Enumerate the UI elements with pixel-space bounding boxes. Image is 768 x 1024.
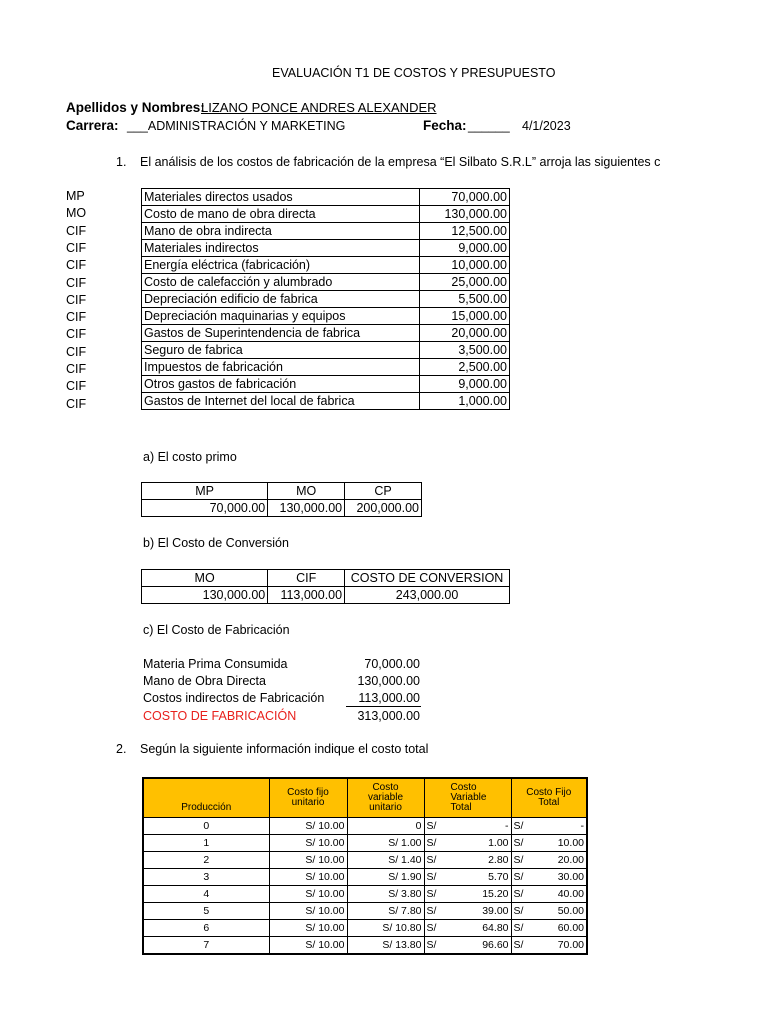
costo-variable-total-cell	[424, 886, 511, 903]
costo-variable-unitario-cell: S/ 1.40	[347, 852, 424, 869]
cf-total-label: COSTO DE FABRICACIÓN	[143, 709, 297, 723]
cf-sum-divider	[346, 706, 421, 707]
cost-code: CIF	[66, 292, 87, 307]
costo-variable-unitario-cell: S/ 10.80	[347, 920, 424, 937]
q2-text: Según la siguiente información indique el costo total	[140, 742, 429, 756]
costo-fabricacion-label: c) El Costo de Fabricación	[143, 623, 290, 637]
cost-code: CIF	[66, 362, 87, 376]
cost-code: CIF	[66, 327, 87, 342]
currency-symbol: S/	[426, 922, 437, 934]
cost-concept: Seguro de fabrica	[142, 342, 420, 359]
currency-symbol: S/	[513, 854, 524, 866]
cost-items-table	[141, 188, 510, 410]
table-row	[143, 937, 587, 955]
header-costo-fijo-unitario: Costo fijo unitario	[269, 778, 347, 818]
costo-conversion-table	[141, 569, 510, 604]
cost-code: CIF	[66, 275, 87, 290]
costo-variable-total-cell	[424, 835, 511, 852]
costo-fijo-unitario-cell: S/ 10.00	[269, 852, 347, 869]
currency-symbol: S/	[513, 871, 524, 883]
produccion-cell: 0	[143, 818, 269, 835]
table-row	[143, 886, 587, 903]
costo-variable-total-cell	[424, 869, 511, 886]
costo-fijo-total-cell	[511, 920, 587, 937]
cost-code: CIF	[66, 379, 87, 394]
table-row	[142, 274, 510, 291]
costo-fijo-unitario-cell: S/ 10.00	[269, 903, 347, 920]
cost-concept: Materiales directos usados	[142, 189, 420, 206]
amount-value: -	[505, 820, 509, 832]
costo-fijo-total-cell	[511, 903, 587, 920]
cf-total-value: 313,000.00	[357, 709, 420, 723]
cc-value-cif: 113,000.00	[268, 587, 345, 604]
table-row	[143, 852, 587, 869]
q2-number: 2.	[116, 742, 127, 756]
cf-line-value: 70,000.00	[364, 657, 420, 671]
costo-fijo-total-cell	[511, 937, 587, 955]
cost-concept: Energía eléctrica (fabricación)	[142, 257, 420, 274]
q1-number: 1.	[116, 155, 127, 169]
cost-amount: 10,000.00	[420, 257, 510, 274]
amount-value: 5.70	[488, 871, 509, 883]
carrera-label: Carrera:	[66, 118, 119, 133]
header-costo-variable-unitario: Costo variable unitario	[347, 778, 424, 818]
currency-symbol: S/	[513, 922, 524, 934]
costo-variable-total-cell	[424, 920, 511, 937]
cost-amount: 15,000.00	[420, 308, 510, 325]
cf-line-value: 130,000.00	[357, 674, 420, 688]
cp-value-mo: 130,000.00	[268, 500, 345, 517]
produccion-cell: 3	[143, 869, 269, 886]
table-row	[143, 869, 587, 886]
currency-symbol: S/	[513, 837, 524, 849]
costo-fijo-unitario-cell: S/ 10.00	[269, 920, 347, 937]
costo-variable-unitario-cell: S/ 1.00	[347, 835, 424, 852]
carrera-value: ___ADMINISTRACIÓN Y MARKETING	[127, 119, 346, 133]
produccion-cell: 7	[143, 937, 269, 955]
table-row	[142, 325, 510, 342]
cf-line-label: Materia Prima Consumida	[143, 657, 288, 671]
amount-value: 40.00	[557, 888, 584, 900]
amount-value: -	[580, 820, 584, 832]
currency-symbol: S/	[513, 905, 524, 917]
produccion-cell: 1	[143, 835, 269, 852]
costo-fijo-total-cell	[511, 852, 587, 869]
cost-code: CIF	[66, 258, 87, 273]
table-row	[143, 903, 587, 920]
cf-line-value: 113,000.00	[358, 691, 420, 705]
cost-concept: Mano de obra indirecta	[142, 223, 420, 240]
cost-amount: 9,000.00	[420, 240, 510, 257]
costo-variable-total-cell	[424, 903, 511, 920]
cost-concept: Materiales indirectos	[142, 240, 420, 257]
table-row	[142, 376, 510, 393]
cost-concept: Costo de calefacción y alumbrado	[142, 274, 420, 291]
cost-code: CIF	[66, 396, 87, 411]
cost-code: CIF	[66, 310, 87, 325]
table-row	[142, 223, 510, 240]
currency-symbol: S/	[426, 854, 437, 866]
costo-variable-total-cell	[424, 852, 511, 869]
costo-fijo-total-cell	[511, 818, 587, 835]
cost-amount: 70,000.00	[420, 189, 510, 206]
cost-concept: Gastos de Superintendencia de fabrica	[142, 325, 420, 342]
produccion-cell: 6	[143, 920, 269, 937]
costo-fijo-unitario-cell: S/ 10.00	[269, 937, 347, 955]
costo-variable-unitario-cell: S/ 3.80	[347, 886, 424, 903]
currency-symbol: S/	[426, 939, 437, 951]
amount-value: 2.80	[488, 854, 509, 866]
table-row	[142, 206, 510, 223]
currency-symbol: S/	[426, 820, 437, 832]
currency-symbol: S/	[426, 905, 437, 917]
costo-variable-unitario-cell: S/ 1.90	[347, 869, 424, 886]
costo-fijo-unitario-cell: S/ 10.00	[269, 835, 347, 852]
cost-concept: Otros gastos de fabricación	[142, 376, 420, 393]
table-row	[142, 359, 510, 376]
costo-fijo-unitario-cell: S/ 10.00	[269, 818, 347, 835]
table-row	[142, 308, 510, 325]
fecha-value: 4/1/2023	[522, 119, 571, 133]
cost-amount: 1,000.00	[420, 393, 510, 410]
cost-concept: Depreciación maquinarias y equipos	[142, 308, 420, 325]
cc-header-cif: CIF	[268, 570, 345, 587]
cost-amount: 5,500.00	[420, 291, 510, 308]
amount-value: 70.00	[557, 939, 584, 951]
costo-variable-total-cell	[424, 818, 511, 835]
cp-header-mo: MO	[268, 483, 345, 500]
produccion-cell: 2	[143, 852, 269, 869]
currency-symbol: S/	[513, 939, 524, 951]
cp-header-cp: CP	[345, 483, 422, 500]
costo-primo-label: a) El costo primo	[143, 450, 237, 464]
cost-amount: 20,000.00	[420, 325, 510, 342]
cc-value-cc: 243,000.00	[345, 587, 510, 604]
cost-amount: 2,500.00	[420, 359, 510, 376]
costo-fijo-total-cell	[511, 869, 587, 886]
cost-concept: Impuestos de fabricación	[142, 359, 420, 376]
table-row	[143, 835, 587, 852]
amount-value: 64.80	[482, 922, 509, 934]
costo-primo-table	[141, 482, 422, 517]
cost-concept: Depreciación edificio de fabrica	[142, 291, 420, 308]
cost-code: CIF	[66, 240, 87, 255]
table-row	[142, 240, 510, 257]
amount-value: 15.20	[482, 888, 509, 900]
cost-amount: 130,000.00	[420, 206, 510, 223]
amount-value: 1.00	[488, 837, 509, 849]
cost-concept: Gastos de Internet del local de fabrica	[142, 393, 420, 410]
currency-symbol: S/	[513, 888, 524, 900]
currency-symbol: S/	[426, 871, 437, 883]
currency-symbol: S/	[426, 888, 437, 900]
cost-code: CIF	[66, 344, 87, 359]
costo-variable-total-cell	[424, 937, 511, 955]
costo-conversion-label: b) El Costo de Conversión	[143, 536, 289, 550]
produccion-cell: 4	[143, 886, 269, 903]
fecha-label: Fecha:	[423, 118, 467, 133]
cost-amount: 25,000.00	[420, 274, 510, 291]
cf-line-label: Mano de Obra Directa	[143, 674, 266, 688]
amount-value: 50.00	[557, 905, 584, 917]
header-produccion: Producción	[143, 778, 269, 818]
amount-value: 30.00	[557, 871, 584, 883]
cost-concept: Costo de mano de obra directa	[142, 206, 420, 223]
cost-amount: 12,500.00	[420, 223, 510, 240]
costo-fijo-total-cell	[511, 835, 587, 852]
currency-symbol: S/	[426, 837, 437, 849]
costo-total-table	[142, 777, 588, 955]
cost-amount: 9,000.00	[420, 376, 510, 393]
amount-value: 20.00	[557, 854, 584, 866]
table-row	[142, 189, 510, 206]
costo-variable-unitario-cell: S/ 7.80	[347, 903, 424, 920]
table-row	[143, 818, 587, 835]
costo-variable-unitario-cell: 0	[347, 818, 424, 835]
costo-variable-unitario-cell: S/ 13.80	[347, 937, 424, 955]
header-costo-variable-total: Costo Variable Total	[424, 778, 511, 818]
header-costo-fijo-total: Costo Fijo Total	[511, 778, 587, 818]
costo-fijo-unitario-cell: S/ 10.00	[269, 886, 347, 903]
amount-value: 96.60	[482, 939, 509, 951]
cost-code: MP	[66, 189, 85, 203]
amount-value: 60.00	[557, 922, 584, 934]
table-row	[143, 920, 587, 937]
table-row	[142, 291, 510, 308]
cp-header-mp: MP	[142, 483, 268, 500]
cf-line-label: Costos indirectos de Fabricación	[143, 691, 325, 705]
costo-fijo-unitario-cell: S/ 10.00	[269, 869, 347, 886]
table-row	[142, 393, 510, 410]
cost-code: MO	[66, 206, 87, 221]
q1-text: El análisis de los costos de fabricación de la empresa “El Silbato S.R.L” arroja las siguientes c	[140, 155, 661, 169]
table-row	[142, 342, 510, 359]
cp-value-cp: 200,000.00	[345, 500, 422, 517]
table-row	[142, 257, 510, 274]
nombres-label: Apellidos y Nombres:	[66, 100, 205, 115]
amount-value: 10.00	[557, 837, 584, 849]
nombres-value: LIZANO PONCE ANDRES ALEXANDER	[201, 100, 437, 115]
cp-value-mp: 70,000.00	[142, 500, 268, 517]
cc-header-mo: MO	[142, 570, 268, 587]
cc-value-mo: 130,000.00	[142, 587, 268, 604]
costo-fijo-total-cell	[511, 886, 587, 903]
fecha-blank: ______	[468, 119, 510, 133]
cost-code: CIF	[66, 223, 87, 238]
cc-header-cc: COSTO DE CONVERSION	[345, 570, 510, 587]
document-title: EVALUACIÓN T1 DE COSTOS Y PRESUPUESTO	[272, 66, 556, 80]
currency-symbol: S/	[513, 820, 524, 832]
cost-amount: 3,500.00	[420, 342, 510, 359]
amount-value: 39.00	[482, 905, 509, 917]
produccion-cell: 5	[143, 903, 269, 920]
